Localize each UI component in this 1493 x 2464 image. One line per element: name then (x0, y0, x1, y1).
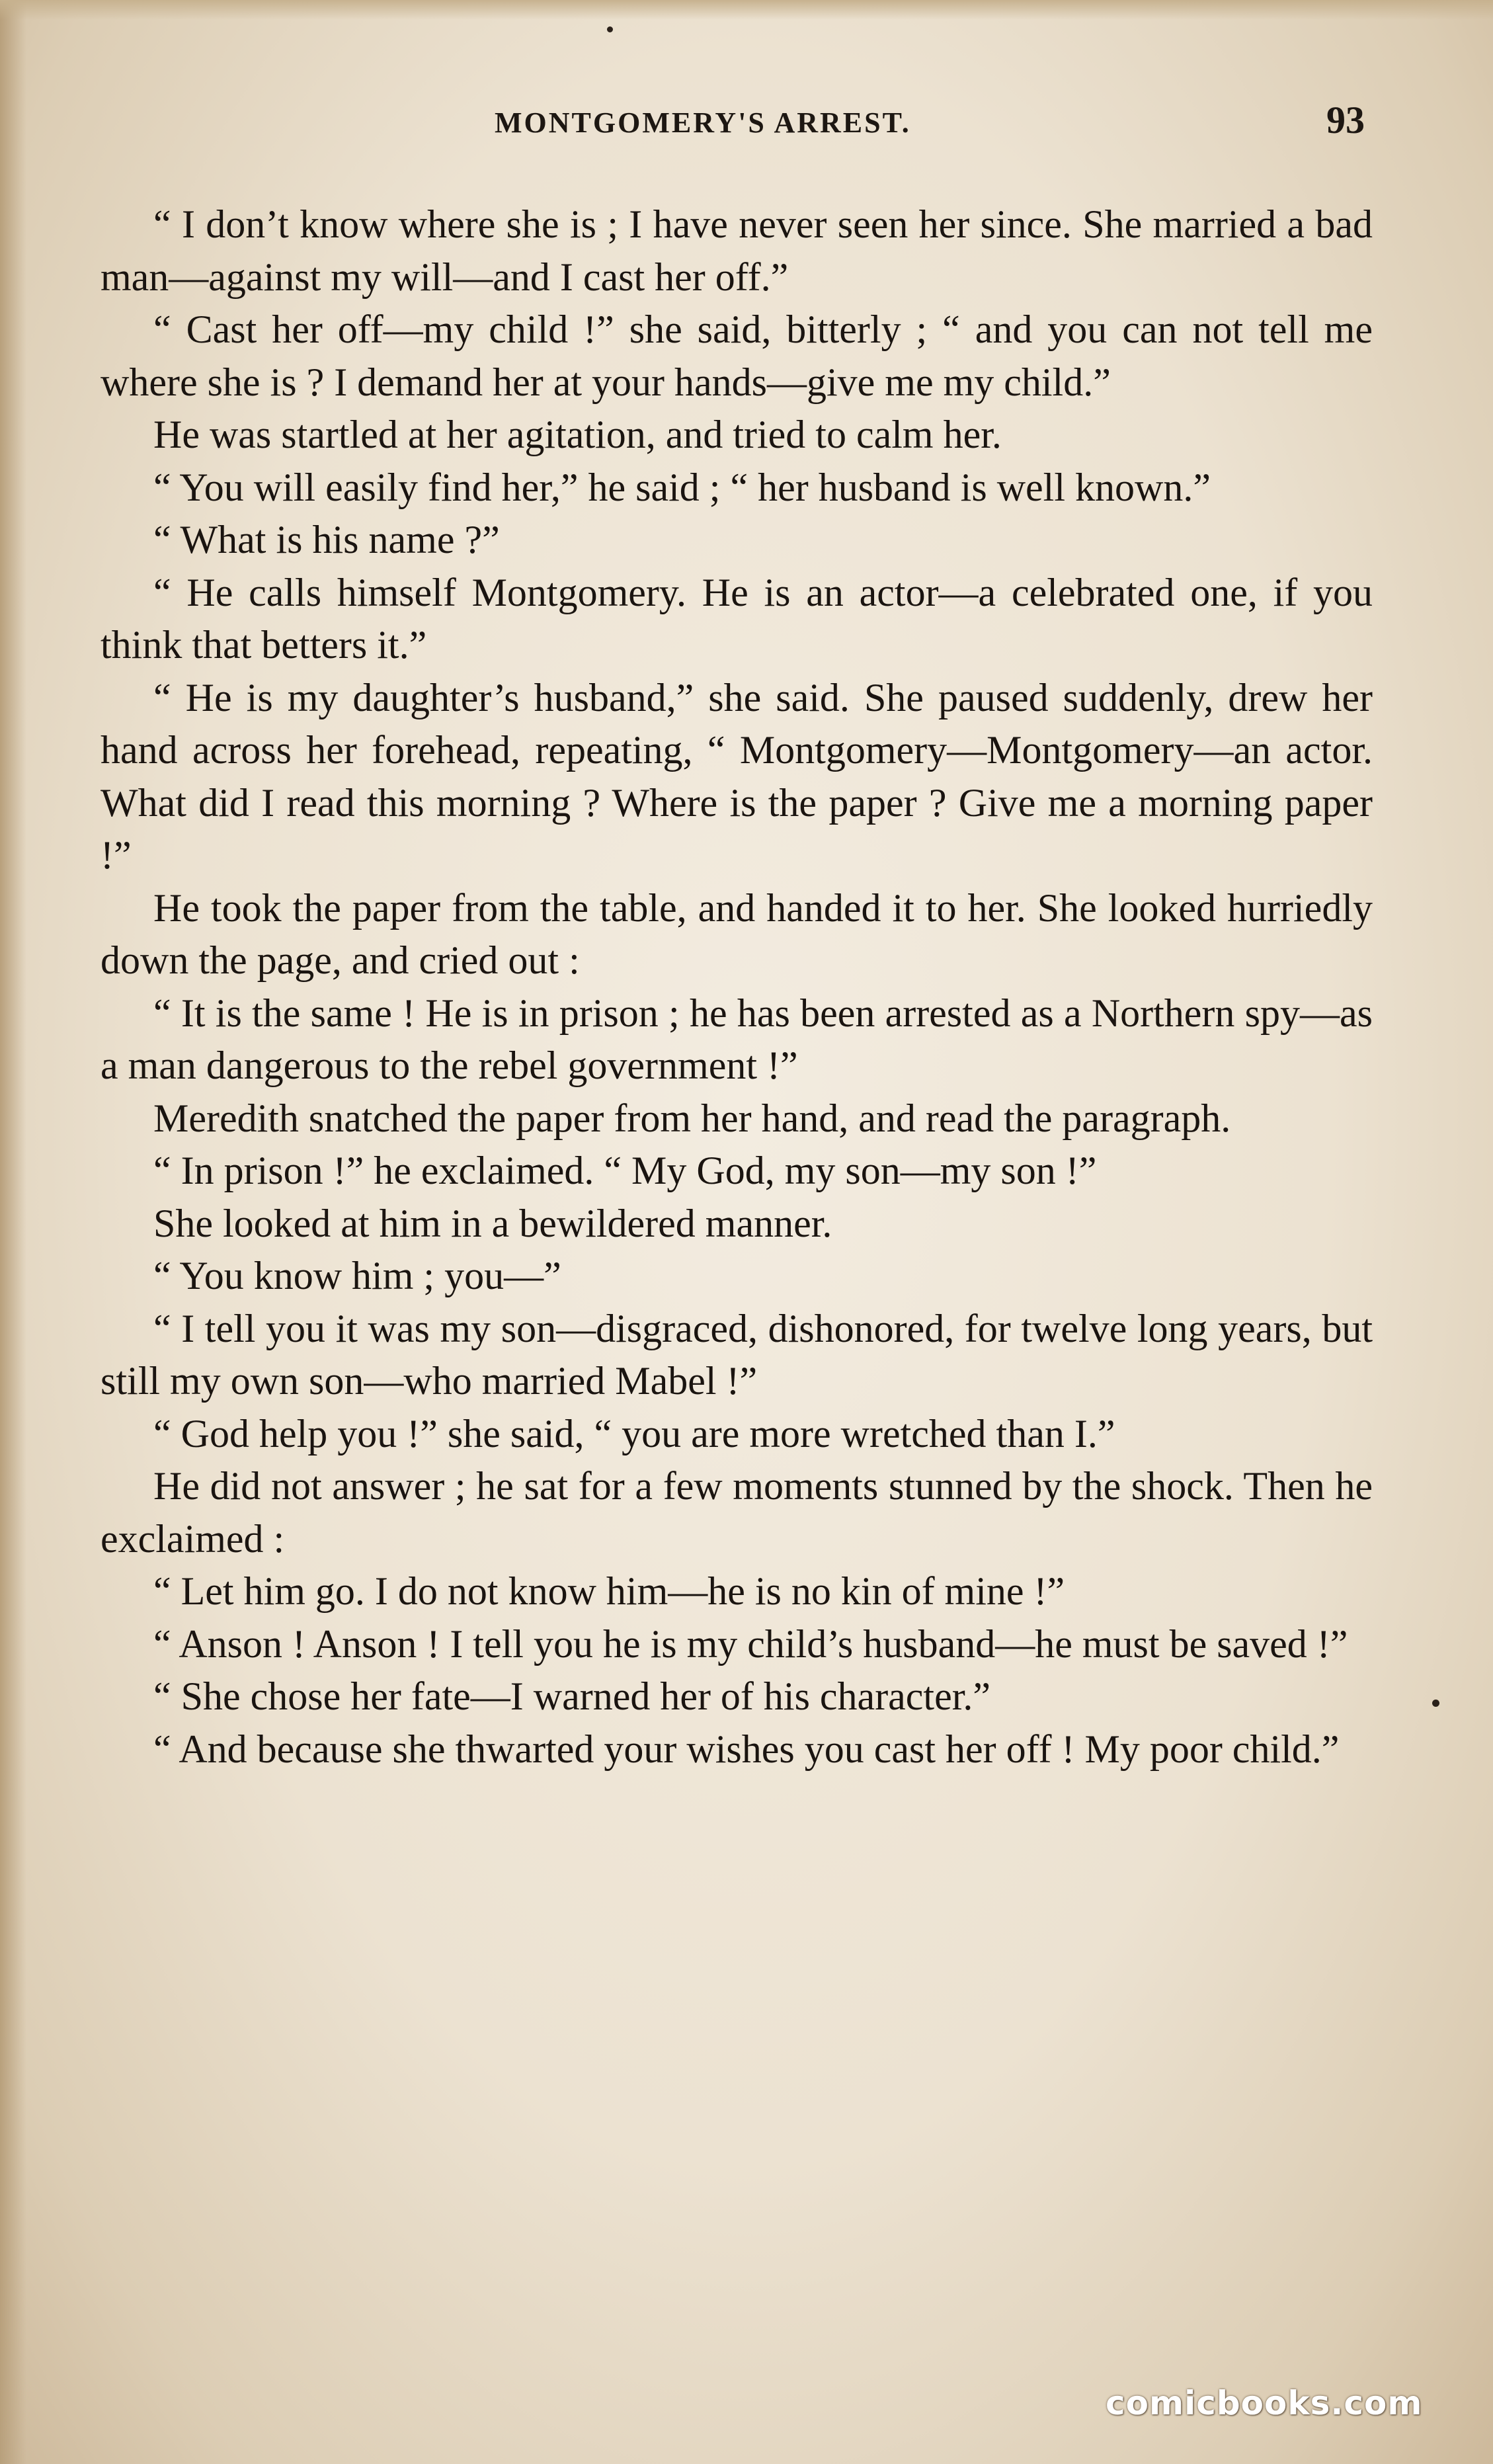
paragraph: “ I tell you it was my son—disgraced, dishonored, for twelve long years, but still my own son—who married Mabel !” (101, 1306, 1373, 1403)
paragraph: He did not answer ; he sat for a few moments stunned by the shock. Then he exclaimed : (101, 1464, 1373, 1561)
ink-speck (607, 26, 613, 32)
watermark: comicbooks.com (1106, 2384, 1423, 2422)
paragraph: “ Cast her off—my child !” she said, bitterly ; “ and you can not tell me where she is ? I demand her at your hands—give me my child.” (101, 308, 1373, 404)
paragraph: He took the paper from the table, and handed it to her. She looked hurriedly down the page, and cried out : (101, 885, 1373, 982)
paragraph: “ What is his name ?” (153, 518, 500, 561)
paragraph: “ God help you !” she said, “ you are more wretched than I.” (153, 1411, 1115, 1456)
paragraph: “ It is the same ! He is in prison ; he has been arrested as a Northern spy—as a man dangerous to the rebel government !” (101, 991, 1373, 1087)
paragraph: “ I don’t know where she is ; I have never seen her since. She married a bad man—against my will—and I cast her off.” (101, 202, 1373, 299)
paragraph: “ Let him go. I do not know him—he is no kin of mine !” (153, 1569, 1065, 1613)
body-text (101, 198, 1373, 1776)
paragraph: “ You know him ; you—” (153, 1254, 561, 1297)
running-head: MONTGOMERY'S ARREST. (495, 106, 911, 139)
page-edge-shadow-top (0, 0, 1493, 20)
paragraph: “ Anson ! Anson ! I tell you he is my child’s husband—he must be saved !” (153, 1622, 1348, 1666)
paragraph: “ In prison !” he exclaimed. “ My God, my son—my son !” (153, 1149, 1097, 1192)
ink-speck (1432, 1700, 1439, 1707)
paragraph: Meredith snatched the paper from her hand, and read the paragraph. (153, 1096, 1231, 1140)
paragraph: “ She chose her fate—I warned her of his character.” (153, 1674, 991, 1718)
paragraph: “ You will easily find her,” he said ; “ her husband is well known.” (153, 465, 1211, 509)
page-number: 93 (1326, 99, 1365, 142)
paragraph: “ He calls himself Montgomery. He is an actor—a celebrated one, if you think that betters it.” (101, 570, 1373, 667)
paragraph: He was startled at her agitation, and tried to calm her. (153, 413, 1002, 456)
paragraph: “ And because she thwarted your wishes you cast her off ! My poor child.” (153, 1727, 1340, 1771)
paragraph: “ He is my daughter’s husband,” she said. She paused suddenly, drew her hand across her forehead, repeating, “ Montgomery—Montgomery—an actor. What did I read this morning ? Where is the paper ? Give me a morning paper !” (101, 675, 1373, 877)
paragraph: She looked at him in a bewildered manner. (153, 1201, 832, 1245)
page-edge-shadow-left (0, 0, 26, 2464)
